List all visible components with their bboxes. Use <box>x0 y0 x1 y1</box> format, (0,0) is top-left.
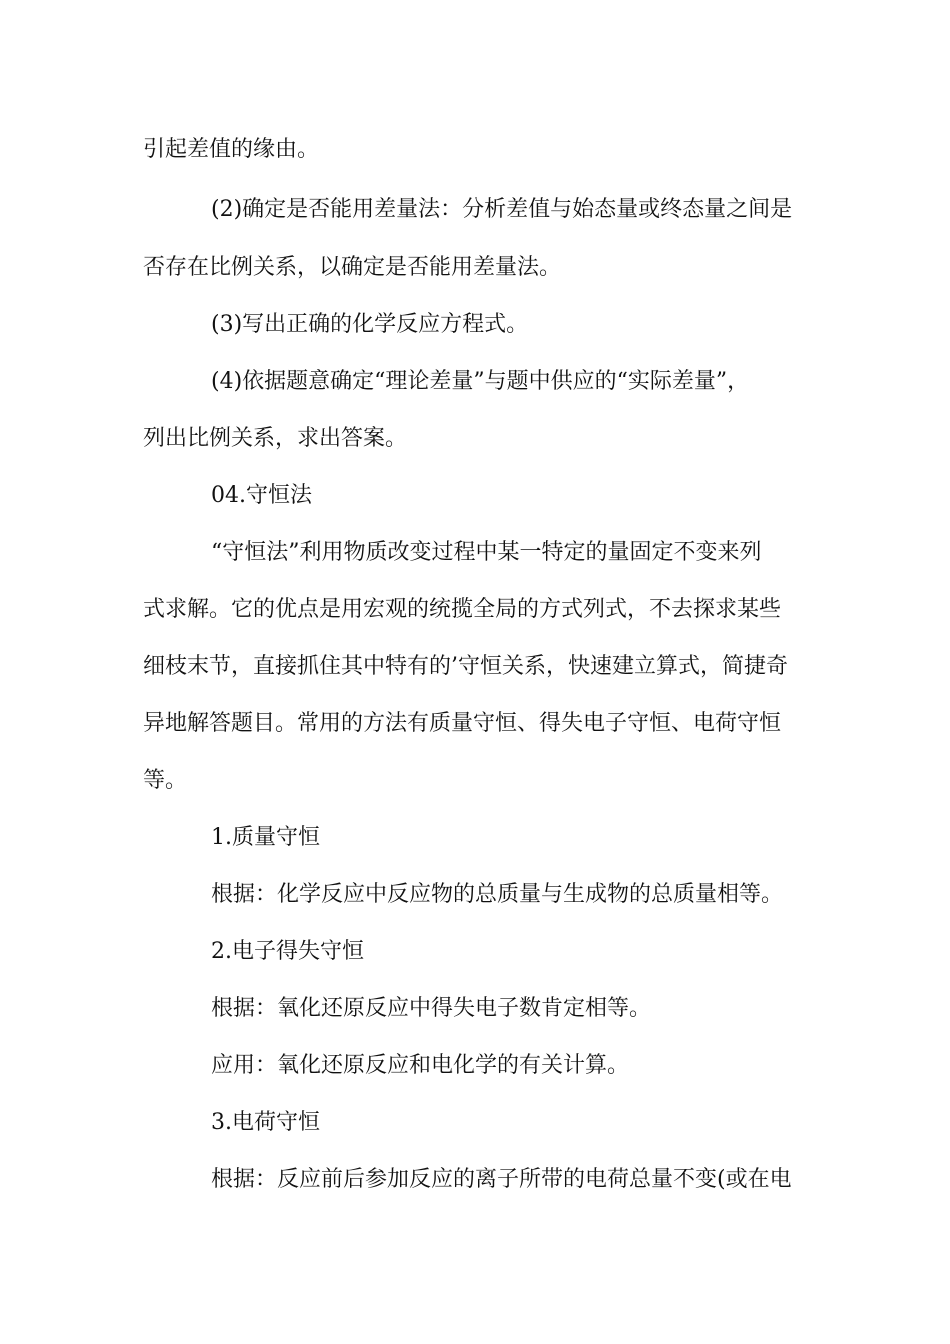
paragraph-start: “守恒法”利用物质改变过程中某一特定的量固定不变来列 <box>211 540 762 565</box>
body-text-line: 异地解答题目。常用的方法有质量守恒、得失电子守恒、电荷守恒 <box>143 711 782 736</box>
list-item-text: (4)依据题意确定“理论差量”与题中供应的“实际差量”， <box>211 369 750 394</box>
basis-text: 根据：化学反应中反应物的总质量与生成物的总质量相等。 <box>211 882 784 907</box>
section-heading: 04.守恒法 <box>211 483 312 508</box>
basis-text: 根据：氧化还原反应中得失电子数肯定相等。 <box>211 996 652 1021</box>
body-text-line: 列出比例关系，求出答案。 <box>143 426 408 451</box>
body-text-line: 等。 <box>143 768 188 793</box>
body-text-line: 否存在比例关系，以确定是否能用差量法。 <box>143 255 562 280</box>
basis-text: 根据：反应前后参加反应的离子所带的电荷总量不变(或在电 <box>211 1167 792 1192</box>
subsection-heading: 1.质量守恒 <box>211 825 320 850</box>
body-text-line: 引起差值的缘由。 <box>143 137 320 162</box>
list-item-text: (3)写出正确的化学反应方程式。 <box>211 312 529 337</box>
body-text-line: 式求解。它的优点是用宏观的统揽全局的方式列式，不去探求某些 <box>143 597 782 622</box>
body-text-line: 细枝末节，直接抓住其中特有的’守恒关系，快速建立算式，简捷奇 <box>143 654 788 679</box>
subsection-heading: 2.电子得失守恒 <box>211 939 364 964</box>
list-item-text: (2)确定是否能用差量法：分析差值与始态量或终态量之间是 <box>211 197 793 222</box>
application-text: 应用：氧化还原反应和电化学的有关计算。 <box>211 1053 630 1078</box>
subsection-heading: 3.电荷守恒 <box>211 1110 320 1135</box>
